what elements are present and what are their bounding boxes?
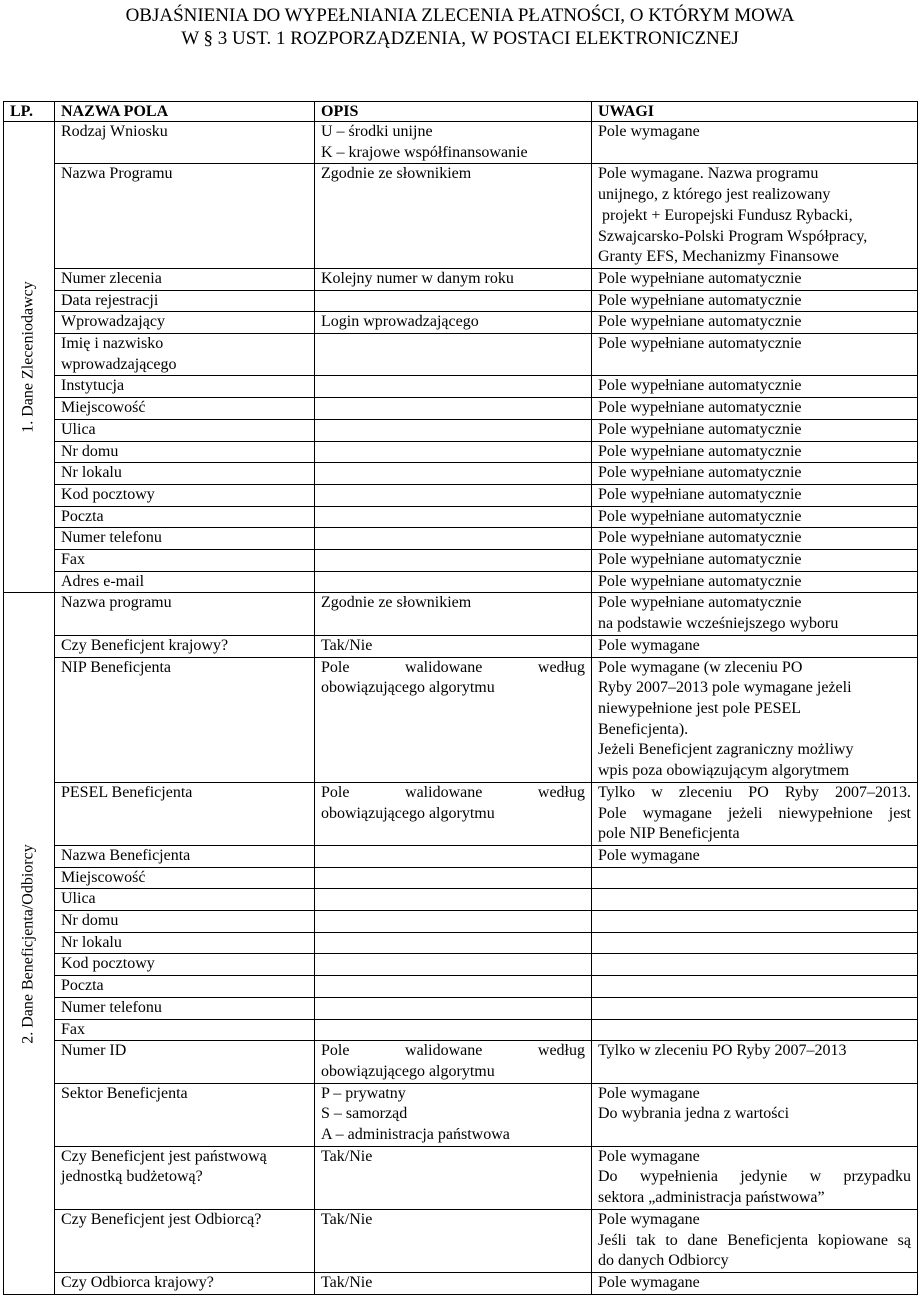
field-uwagi-cell (592, 635, 918, 657)
field-name-cell (55, 463, 315, 485)
field-opis-cell (315, 867, 592, 889)
table-row (4, 954, 918, 976)
field-opis-cell (315, 290, 592, 312)
cell-line: Pole wypełniane automatycznie (598, 399, 802, 417)
cell-line: Beneficjenta). (598, 720, 689, 738)
field-name-cell (55, 1209, 315, 1272)
table-row (4, 484, 918, 506)
field-uwagi-cell (592, 268, 918, 290)
cell-line: Pole wypełniane automatycznie (598, 529, 802, 547)
field-opis-cell (315, 506, 592, 528)
table-row (4, 122, 918, 164)
field-opis-cell (315, 550, 592, 572)
cell-line: Numer telefonu (61, 998, 162, 1016)
field-name-cell (55, 312, 315, 334)
cell-line: Pole wypełniane automatycznie (598, 464, 802, 482)
field-opis-cell (315, 845, 592, 867)
field-name-cell (55, 1272, 315, 1294)
field-uwagi-cell (592, 889, 918, 911)
field-name-cell (55, 1019, 315, 1041)
cell-line: Miejscowość (61, 399, 146, 417)
field-uwagi-cell (592, 164, 918, 269)
field-opis-cell (315, 932, 592, 954)
field-opis-cell (315, 334, 592, 376)
cell-line: Pole wypełniane automatycznie (598, 420, 802, 438)
cell-line: Nazwa Programu (61, 165, 173, 183)
field-uwagi-cell (592, 550, 918, 572)
field-uwagi-cell (592, 1146, 918, 1209)
cell-line: Pole wymagane (598, 1273, 700, 1291)
cell-line: pole NIP Beneficjenta (598, 825, 740, 843)
field-name-cell (55, 954, 315, 976)
cell-line: Instytucja (61, 377, 125, 395)
cell-line: K – krajowe współfinansowanie (321, 143, 528, 161)
cell-line: Rodzaj Wniosku (61, 123, 168, 140)
table-row (4, 889, 918, 911)
table-row (4, 976, 918, 998)
cell-line: Kolejny numer w danym roku (321, 269, 514, 287)
cell-line: Pole wypełniane automatycznie (598, 551, 802, 569)
field-name-cell (55, 290, 315, 312)
field-uwagi-cell (592, 398, 918, 420)
cell-line: Pole wymagane (598, 1147, 700, 1165)
header-opis: OPIS (315, 102, 592, 122)
cell-line: P – prywatny (321, 1084, 406, 1102)
cell-line: Miejscowość (61, 868, 146, 886)
table-header-row (4, 102, 918, 122)
field-name-cell (55, 976, 315, 998)
field-name-cell (55, 506, 315, 528)
field-uwagi-cell (592, 1041, 918, 1083)
header-name: NAZWA POLA (55, 102, 315, 122)
table-row (4, 550, 918, 572)
field-name-cell (55, 889, 315, 911)
table-row (4, 334, 918, 376)
cell-line: NIP Beneficjenta (61, 658, 172, 676)
field-name-cell (55, 571, 315, 593)
field-opis-cell (315, 1209, 592, 1272)
field-opis-cell (315, 441, 592, 463)
cell-line: Zgodnie ze słownikiem (321, 165, 472, 183)
field-opis-cell (315, 889, 592, 911)
cell-line: Czy Odbiorca krajowy? (61, 1273, 214, 1291)
cell-line: jednostką budżetową? (61, 1168, 203, 1186)
field-uwagi-cell (592, 867, 918, 889)
field-opis-cell (315, 1083, 592, 1146)
cell-line: Pole wymagane (w zleceniu PO (598, 658, 803, 676)
cell-line: Sektor Beneficjenta (61, 1084, 188, 1102)
field-name-cell (55, 1146, 315, 1209)
field-name-cell (55, 528, 315, 550)
table-row (4, 997, 918, 1019)
cell-line: Pole wymagane. Nazwa programu (598, 165, 819, 183)
table-row (4, 1146, 918, 1209)
field-uwagi-cell (592, 484, 918, 506)
cell-line: Numer telefonu (61, 529, 162, 547)
cell-line: Pole wypełniane automatycznie (598, 313, 802, 331)
field-uwagi-cell (592, 463, 918, 485)
field-opis-cell (315, 1019, 592, 1041)
field-opis-cell (315, 1146, 592, 1209)
cell-line: wprowadzającego (61, 355, 177, 373)
field-opis-cell (315, 376, 592, 398)
cell-line: Pole walidowane według (321, 1042, 585, 1060)
field-name-cell (55, 593, 315, 635)
table-row (4, 1041, 918, 1083)
field-opis-cell (315, 954, 592, 976)
cell-line: obowiązującego algorytmu (321, 1062, 495, 1080)
cell-line: Do wypełnienia jedynie w przypadku (598, 1168, 911, 1186)
cell-line: do danych Odbiorcy (598, 1252, 729, 1270)
header-uwagi: UWAGI (592, 102, 918, 122)
table-row (4, 1019, 918, 1041)
field-uwagi-cell (592, 506, 918, 528)
cell-line: Pole wypełniane automatycznie (598, 485, 802, 503)
field-name-cell (55, 1041, 315, 1083)
field-uwagi-cell (592, 1083, 918, 1146)
table-row (4, 312, 918, 334)
field-opis-cell (315, 122, 592, 164)
cell-line: A – administracja państwowa (321, 1126, 510, 1144)
cell-line: Login wprowadzającego (321, 313, 479, 331)
table-row (4, 571, 918, 593)
cell-line: unijnego, z którego jest realizowany (598, 186, 831, 204)
cell-line: obowiązującego algorytmu (321, 679, 495, 697)
field-name-cell (55, 419, 315, 441)
field-opis-cell (315, 398, 592, 420)
field-name-cell (55, 334, 315, 376)
cell-line: S – samorząd (321, 1105, 408, 1123)
table-row (4, 528, 918, 550)
field-name-cell (55, 164, 315, 269)
table-row (4, 268, 918, 290)
field-opis-cell (315, 1041, 592, 1083)
table-row (4, 593, 918, 635)
field-opis-cell (315, 268, 592, 290)
field-uwagi-cell (592, 528, 918, 550)
cell-line: Pole wymagane (598, 123, 700, 140)
cell-line: Pole wymagane (598, 1084, 700, 1102)
document-title (0, 4, 920, 50)
field-uwagi-cell (592, 1019, 918, 1041)
cell-line: Poczta (61, 507, 104, 525)
table-body (4, 122, 918, 1295)
table-row (4, 1272, 918, 1294)
cell-line: Pole wypełniane automatycznie (598, 442, 802, 460)
table-row (4, 845, 918, 867)
cell-line: Poczta (61, 977, 104, 995)
cell-line: Numer zlecenia (61, 269, 162, 287)
field-opis-cell (315, 997, 592, 1019)
cell-line: Tak/Nie (321, 1210, 373, 1228)
field-opis-cell (315, 164, 592, 269)
field-uwagi-cell (592, 997, 918, 1019)
table-row (4, 657, 918, 782)
table-row (4, 164, 918, 269)
cell-line: Adres e-mail (61, 572, 145, 590)
cell-line: Wprowadzający (61, 313, 165, 331)
cell-line: Nazwa programu (61, 594, 172, 612)
field-name-cell (55, 932, 315, 954)
table-row (4, 419, 918, 441)
cell-line: Granty EFS, Mechanizmy Finansowe (598, 248, 839, 266)
cell-line: Ulica (61, 890, 96, 908)
field-opis-cell (315, 593, 592, 635)
section1-label: 1. Dane Zleceniodawcy (19, 281, 37, 433)
field-name-cell (55, 122, 315, 164)
cell-line: Szwajcarsko-Polski Program Współpracy, (598, 227, 868, 245)
header-lp: LP. (4, 102, 55, 122)
field-uwagi-cell (592, 1272, 918, 1294)
field-opis-cell (315, 463, 592, 485)
table-row (4, 635, 918, 657)
table-row (4, 506, 918, 528)
cell-line: projekt + Europejski Fundusz Rybacki, (598, 206, 853, 224)
table-row (4, 782, 918, 845)
field-name-cell (55, 1083, 315, 1146)
cell-line: Pole wypełniane automatycznie (598, 335, 802, 353)
field-uwagi-cell (592, 441, 918, 463)
cell-line: Data rejestracji (61, 291, 159, 309)
cell-line: Pole wymagane jeżeli niewypełnione jest (598, 804, 911, 822)
field-name-cell (55, 398, 315, 420)
field-name-cell (55, 997, 315, 1019)
cell-line: na podstawie wcześniejszego wyboru (598, 615, 839, 633)
field-name-cell (55, 657, 315, 782)
field-opis-cell (315, 657, 592, 782)
field-opis-cell (315, 911, 592, 933)
field-opis-cell (315, 976, 592, 998)
cell-line: Do wybrania jedna z wartości (598, 1105, 790, 1123)
field-uwagi-cell (592, 376, 918, 398)
field-name-cell (55, 845, 315, 867)
table-row (4, 932, 918, 954)
table-row (4, 290, 918, 312)
field-uwagi-cell (592, 1209, 918, 1272)
cell-line: Fax (61, 551, 85, 569)
cell-line: U – środki unijne (321, 123, 433, 140)
field-name-cell (55, 911, 315, 933)
cell-line: Pole wypełniane automatycznie (598, 507, 802, 525)
cell-line: wpis poza obowiązującym algorytmem (598, 762, 850, 780)
table-row (4, 1083, 918, 1146)
cell-line: Czy Beneficjent krajowy? (61, 636, 229, 654)
field-uwagi-cell (592, 290, 918, 312)
field-opis-cell (315, 782, 592, 845)
field-uwagi-cell (592, 122, 918, 164)
cell-line: Nazwa Beneficjenta (61, 846, 191, 864)
cell-line: Nr domu (61, 912, 119, 930)
field-name-cell (55, 867, 315, 889)
field-opis-cell (315, 484, 592, 506)
field-uwagi-cell (592, 312, 918, 334)
section2-label: 2. Dane Beneficjenta/Odbiorcy (19, 843, 37, 1044)
cell-line: Pole wymagane (598, 846, 700, 864)
field-name-cell (55, 376, 315, 398)
field-name-cell (55, 635, 315, 657)
field-uwagi-cell (592, 911, 918, 933)
field-uwagi-cell (592, 657, 918, 782)
field-opis-cell (315, 635, 592, 657)
field-opis-cell (315, 528, 592, 550)
cell-line: Imię i nazwisko (61, 335, 164, 353)
cell-line: Ulica (61, 420, 96, 438)
cell-line: Pole walidowane według (321, 658, 585, 676)
field-uwagi-cell (592, 334, 918, 376)
cell-line: Czy Beneficjent jest Odbiorcą? (61, 1210, 262, 1228)
cell-line: Pole wymagane (598, 1210, 700, 1228)
field-uwagi-cell (592, 976, 918, 998)
field-name-cell (55, 441, 315, 463)
field-opis-cell (315, 312, 592, 334)
cell-line: niewypełnione jest pole PESEL (598, 699, 802, 717)
cell-line: Nr lokalu (61, 464, 122, 482)
cell-line: PESEL Beneficjenta (61, 783, 193, 801)
field-opis-cell (315, 419, 592, 441)
cell-line: Pole walidowane według (321, 783, 585, 801)
table-row (4, 441, 918, 463)
field-name-cell (55, 550, 315, 572)
field-uwagi-cell (592, 571, 918, 593)
cell-line: Tak/Nie (321, 1147, 373, 1165)
field-name-cell (55, 268, 315, 290)
field-name-cell (55, 484, 315, 506)
field-name-cell (55, 782, 315, 845)
field-uwagi-cell (592, 932, 918, 954)
fields-table (3, 101, 918, 1295)
field-uwagi-cell (592, 419, 918, 441)
cell-line: Nr lokalu (61, 933, 122, 951)
cell-line: Kod pocztowy (61, 485, 155, 503)
cell-line: Kod pocztowy (61, 955, 155, 973)
cell-line: Jeśli tak to dane Beneficjenta kopiowane są (598, 1231, 911, 1249)
section2-label-cell (4, 593, 55, 1294)
section1-label-cell (4, 122, 55, 593)
title-line-2: W § 3 UST. 1 ROZPORZĄDZENIA, W POSTACI ELEKTRONICZNEJ (181, 28, 739, 49)
cell-line: Pole wypełniane automatycznie (598, 594, 802, 612)
cell-line: Tak/Nie (321, 1273, 373, 1291)
cell-line: Zgodnie ze słownikiem (321, 594, 472, 612)
table-row (4, 376, 918, 398)
cell-line: Tak/Nie (321, 636, 373, 654)
table-row (4, 463, 918, 485)
field-uwagi-cell (592, 845, 918, 867)
cell-line: Pole wypełniane automatycznie (598, 377, 802, 395)
field-uwagi-cell (592, 593, 918, 635)
field-uwagi-cell (592, 782, 918, 845)
field-opis-cell (315, 1272, 592, 1294)
cell-line: Pole wymagane (598, 636, 700, 654)
table-row (4, 398, 918, 420)
cell-line: Czy Beneficjent jest państwową (61, 1147, 267, 1165)
field-uwagi-cell (592, 954, 918, 976)
cell-line: Tylko w zleceniu PO Ryby 2007–2013 (598, 1042, 847, 1060)
field-opis-cell (315, 571, 592, 593)
cell-line: Pole wypełniane automatycznie (598, 269, 802, 287)
cell-line: Numer ID (61, 1042, 127, 1060)
cell-line: Pole wypełniane automatycznie (598, 291, 802, 309)
cell-line: Tylko w zleceniu PO Ryby 2007–2013. (598, 783, 911, 801)
cell-line: Nr domu (61, 442, 119, 460)
cell-line: Pole wypełniane automatycznie (598, 572, 802, 590)
table-row (4, 867, 918, 889)
title-line-1: OBJAŚNIENIA DO WYPEŁNIANIA ZLECENIA PŁATNOŚCI, O KTÓRYM MOWA (125, 5, 795, 26)
table-row (4, 1209, 918, 1272)
table-row (4, 911, 918, 933)
cell-line: sektora „administracja państwowa” (598, 1189, 825, 1207)
cell-line: Fax (61, 1020, 85, 1038)
cell-line: Ryby 2007–2013 pole wymagane jeżeli (598, 679, 852, 697)
cell-line: obowiązującego algorytmu (321, 804, 495, 822)
cell-line: Jeżeli Beneficjent zagraniczny możliwy (598, 741, 854, 759)
